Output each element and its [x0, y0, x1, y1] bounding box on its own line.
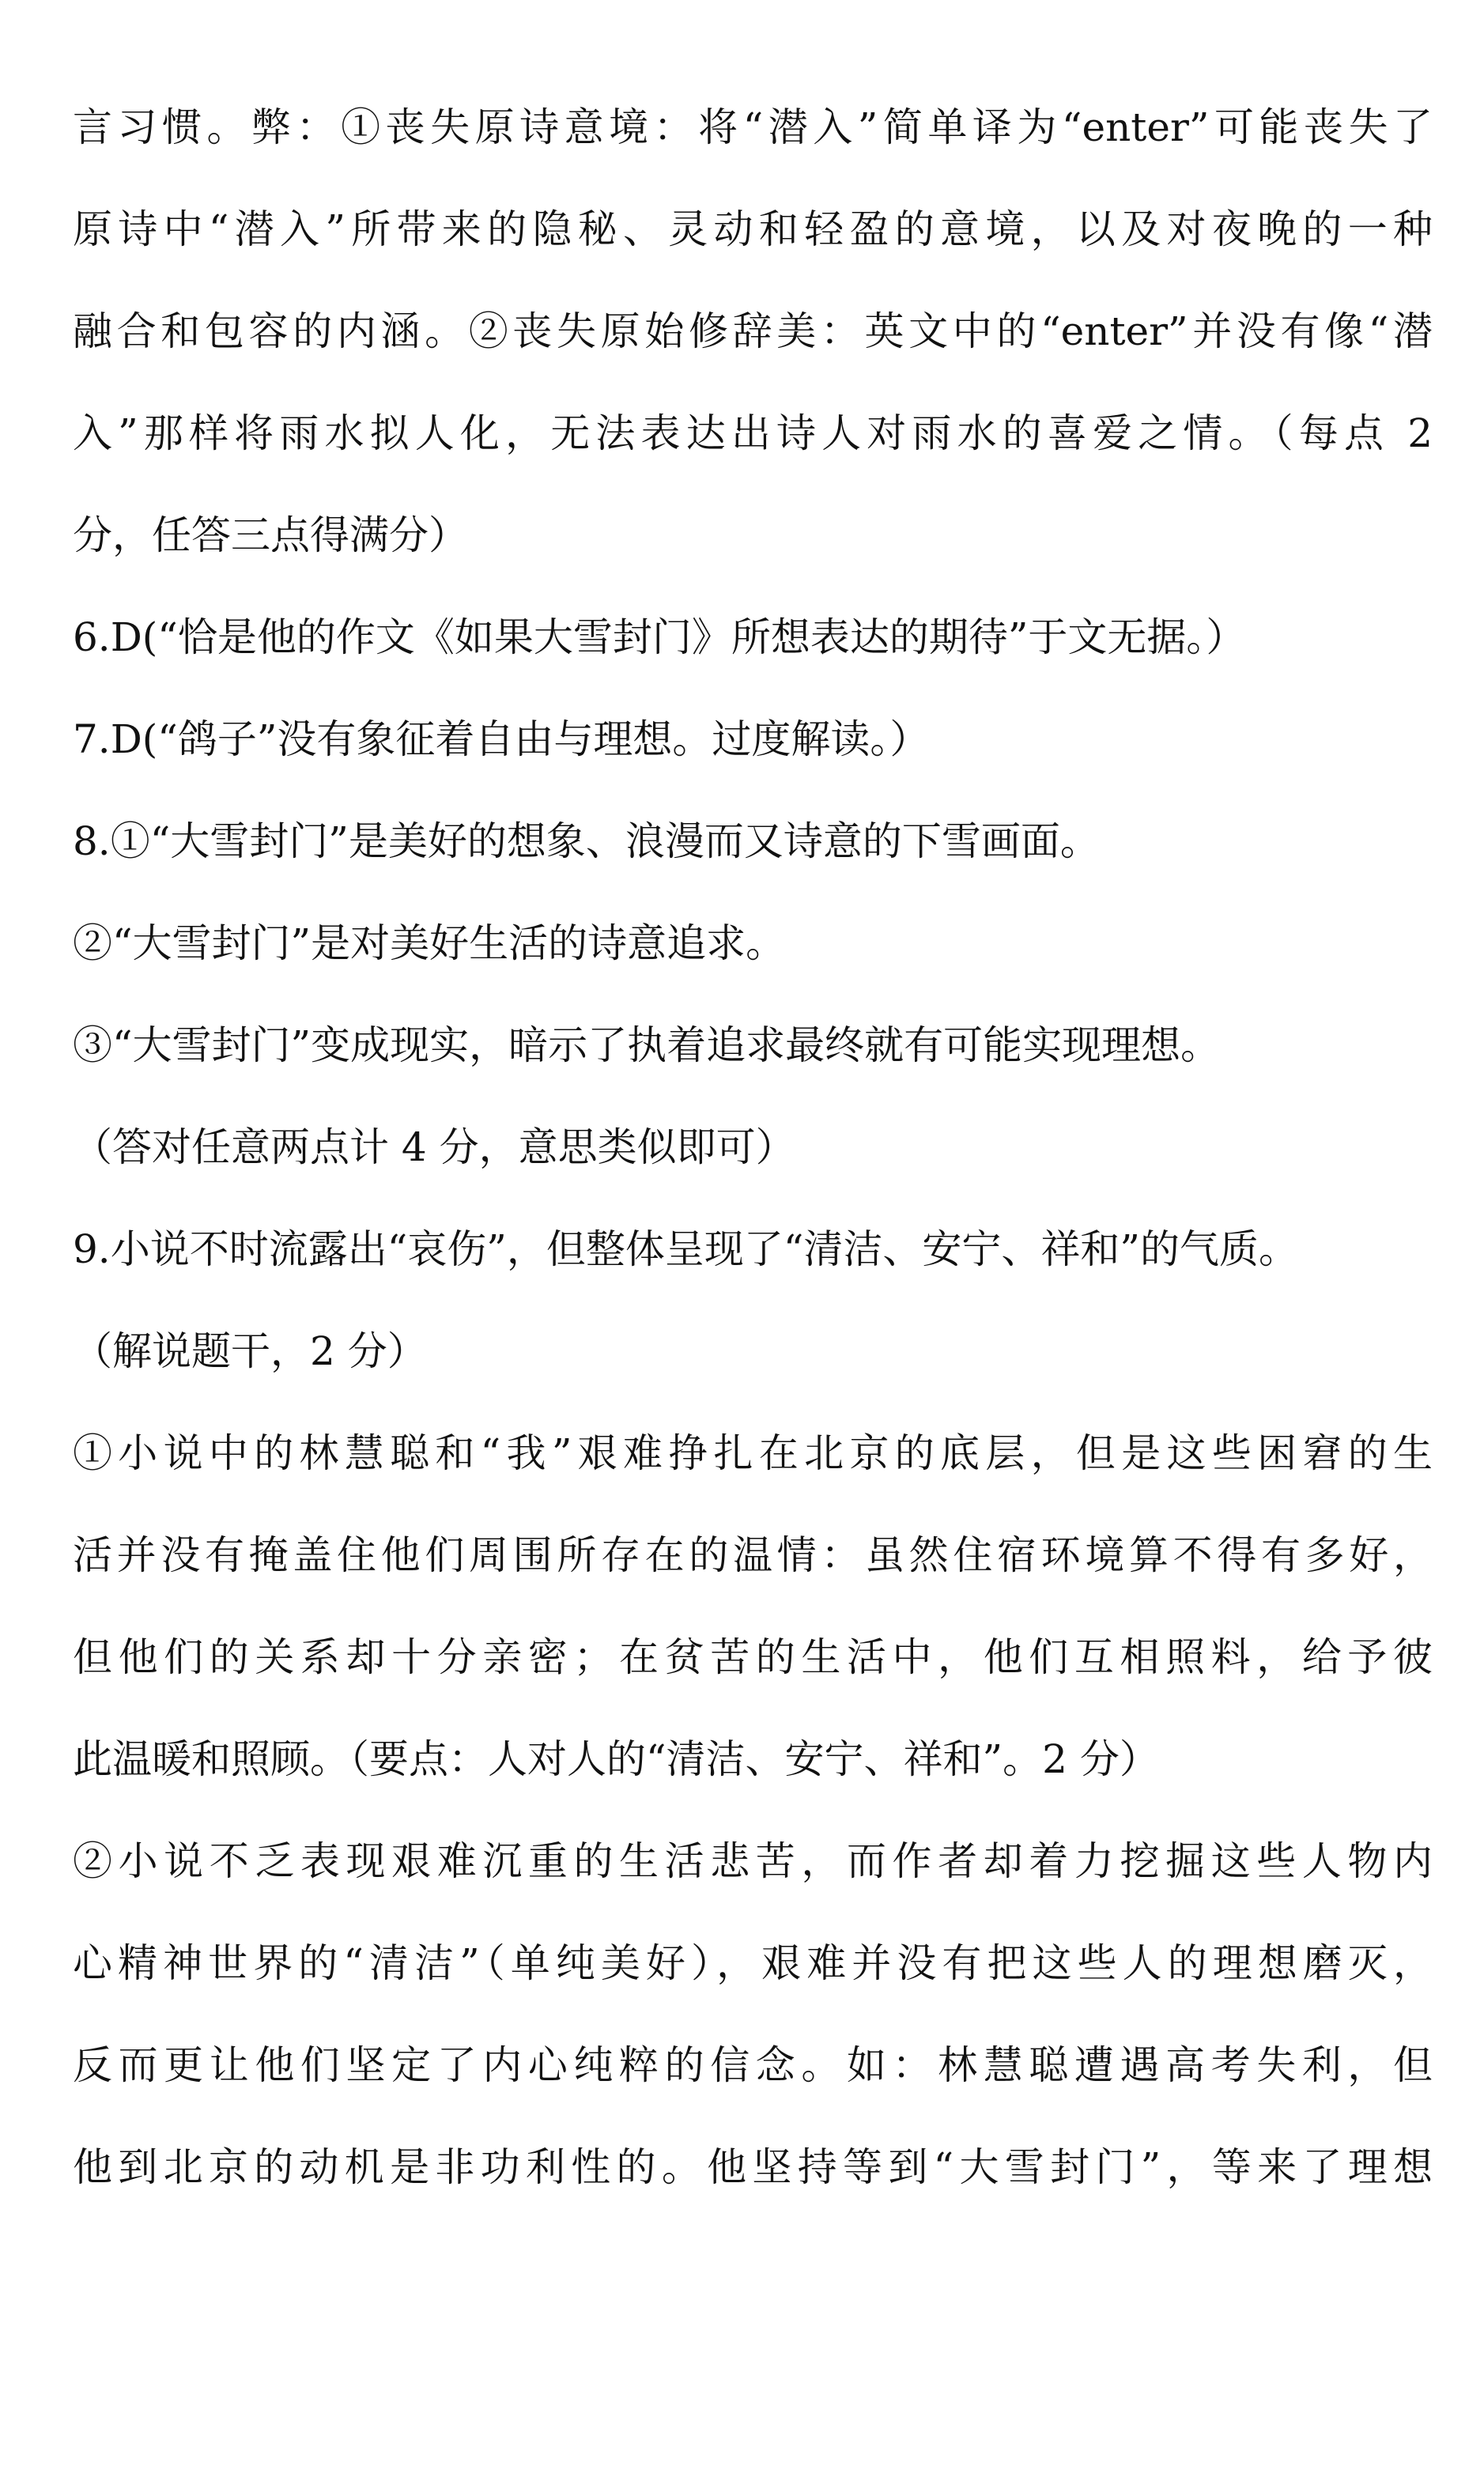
text-line-9: ②“大雪封门”是对美好生活的诗意追求。 — [73, 920, 786, 966]
text-line-6: 6.D(“恰是他的作文《如果大雪封门》所想表达的期待”于文无据。） — [73, 614, 1246, 660]
text-line-16: 但他们的关系却十分亲密；在贫苦的生活中，他们互相照料，给予彼 — [73, 1634, 1433, 1680]
text-line-8: 8.①“大雪封门”是美好的想象、浪漫而又诗意的下雪画面。 — [73, 818, 1100, 864]
text-line-18: ②小说不乏表现艰难沉重的生活悲苦，而作者却着力挖掘这些人物内 — [73, 1838, 1433, 1884]
text-line-14: ①小说中的林慧聪和“我”艰难挣扎在北京的底层，但是这些困窘的生 — [73, 1430, 1433, 1476]
text-line-1: 言习惯。弊：①丧失原诗意境：将“潜入”简单译为“enter”可能丧失了 — [73, 104, 1433, 150]
text-line-10: ③“大雪封门”变成现实，暗示了执着追求最终就有可能实现理想。 — [73, 1022, 1221, 1068]
text-line-13: （解说题干，2 分） — [73, 1328, 427, 1374]
text-line-15: 活并没有掩盖住他们周围所存在的温情：虽然住宿环境算不得有多好， — [73, 1532, 1433, 1578]
text-line-2: 原诗中“潜入”所带来的隐秘、灵动和轻盈的意境，以及对夜晚的一种 — [73, 206, 1433, 252]
text-line-21: 他到北京的动机是非功利性的。他坚持等到“大雪封门”，等来了理想 — [73, 2144, 1433, 2190]
text-line-5: 分，任答三点得满分） — [73, 512, 468, 558]
text-line-19: 心精神世界的“清洁”（单纯美好），艰难并没有把这些人的理想磨灭， — [73, 1940, 1433, 1986]
text-line-11: （答对任意两点计 4 分，意思类似即可） — [73, 1124, 795, 1170]
text-line-12: 9.小说不时流露出“哀伤”，但整体呈现了“清洁、安宁、祥和”的气质。 — [73, 1226, 1298, 1272]
text-line-3: 融合和包容的内涵。②丧失原始修辞美：英文中的“enter”并没有像“潜 — [73, 308, 1433, 354]
text-line-17: 此温暖和照顾。（要点：人对人的“清洁、安宁、祥和”。2 分） — [73, 1736, 1159, 1782]
text-line-20: 反而更让他们坚定了内心纯粹的信念。如：林慧聪遭遇高考失利，但 — [73, 2042, 1433, 2088]
text-line-4: 入”那样将雨水拟人化，无法表达出诗人对雨水的喜爱之情。（每点 2 — [73, 410, 1433, 456]
text-line-7: 7.D(“鸽子”没有象征着自由与理想。过度解读。） — [73, 716, 930, 762]
